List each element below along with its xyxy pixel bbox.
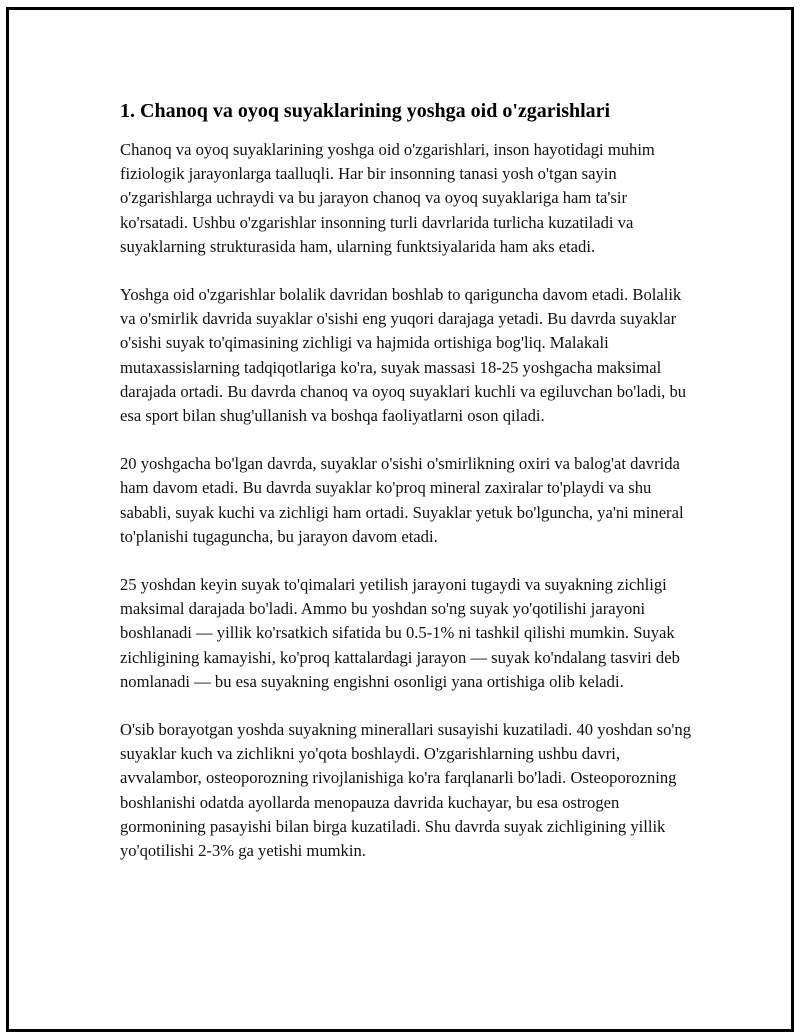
page-frame	[6, 7, 794, 1032]
section-heading: 1. Chanoq va oyoq suyaklarining yoshga oid o'zgarishlari	[120, 100, 611, 122]
document-body	[120, 98, 695, 887]
paragraph-5: O'sib borayotgan yoshda suyakning minerallari susayishi kuzatiladi. 40 yoshdan so'ng suyaklar kuch va zichlikni yo'qota boshlaydi. O'zgarishlarning ushbu davri, avvalambor, osteoporozning rivojlanishiga ko'ra farqlanarli bo'ladi. Osteoporozning boshlanishi odatda ayollarda menopauza davrida kuchayar, bu esa ostrogen gormonining pasayishi bilan birga kuzatiladi. Shu davrda suyak zichligining yillik yo'qotilishi 2-3% ga yetishi mumkin.	[120, 720, 692, 861]
paragraph-3: 20 yoshgacha bo'lgan davrda, suyaklar o'sishi o'smirlikning oxiri va balog'at davrida ham davom etadi. Bu davrda suyaklar ko'proq mineral zaxiralar to'playdi va shu sababli, suyak kuchi va zichligi ham ortadi. Suyaklar yetuk bo'lguncha, ya'ni mineral to'planishi tugaguncha, bu jarayon davom etadi.	[120, 454, 684, 546]
paragraph-2: Yoshga oid o'zgarishlar bolalik davridan boshlab to qariguncha davom etadi. Bolalik va o'smirlik davrida suyaklar o'sishi eng yuqori darajaga yetadi. Bu davrda suyaklar o'sishi suyak to'qimasining zichligi va hajmida ortishiga bog'liq. Malakali mutaxassislarning tadqiqotlariga ko'ra, suyak massasi 18-25 yoshgacha maksimal darajada ortadi. Bu davrda chanoq va oyoq suyaklari kuchli va egiluvchan bo'ladi, bu esa sport bilan shug'ullanish va boshqa faoliyatlarni oson qiladi.	[120, 285, 687, 426]
paragraph-1: Chanoq va oyoq suyaklarining yoshga oid o'zgarishlari, inson hayotidagi muhim fiziologik jarayonlarga taalluqli. Har bir insonning tanasi yosh o'tgan sayin o'zgarishlarga uchraydi va bu jarayon chanoq va oyoq suyaklariga ham ta'sir ko'rsatadi. Ushbu o'zgarishlar insonning turli davrlarida turlicha kuzatiladi va suyaklarning strukturasida ham, ularning funktsiyalarida ham aks etadi.	[120, 140, 655, 256]
paragraph-4: 25 yoshdan keyin suyak to'qimalari yetilish jarayoni tugaydi va suyakning zichligi maksimal darajada bo'ladi. Ammo bu yoshdan so'ng suyak yo'qotilishi jarayoni boshlanadi — yillik ko'rsatkich sifatida bu 0.5-1% ni tashkil qilishi mumkin. Suyak zichligining kamayishi, ko'proq kattalardagi jarayon — suyak ko'ndalang tasviri deb nomlanadi — bu esa suyakning engishni osonligi yana ortishiga olib keladi.	[120, 575, 680, 691]
